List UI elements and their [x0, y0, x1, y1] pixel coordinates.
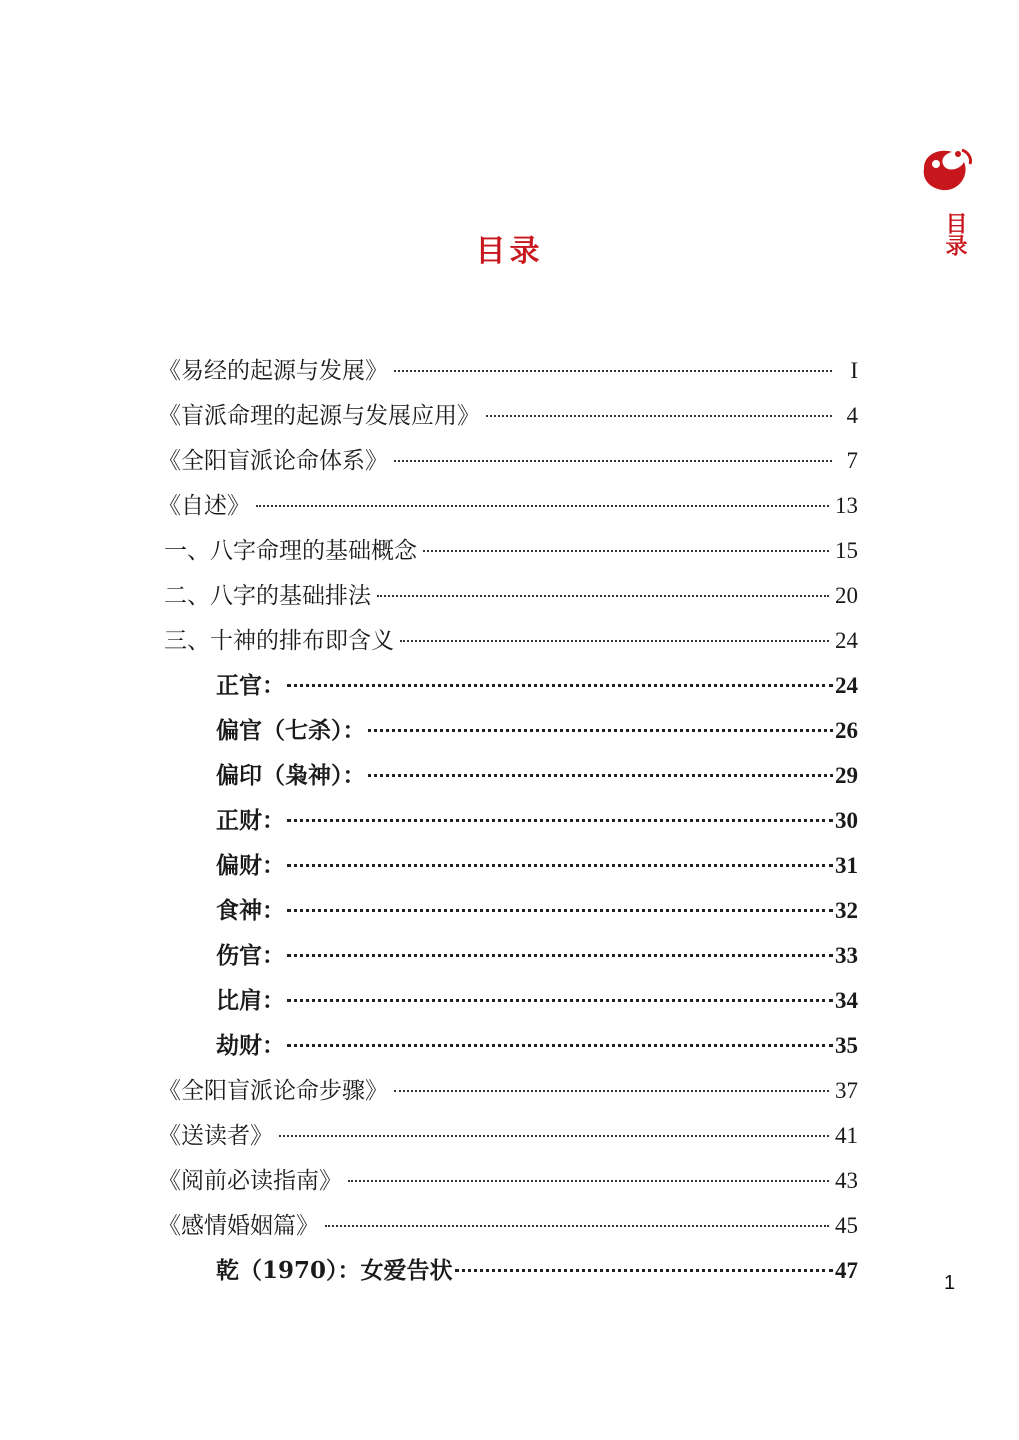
toc-entry-page: 32: [835, 898, 858, 923]
toc-entry-title: 正官：: [216, 672, 285, 699]
toc-entry[interactable]: [158, 937, 858, 982]
toc-entry-page: 47: [835, 1258, 858, 1283]
toc-dot-leader: [287, 684, 833, 687]
toc-entry-title: 《易经的起源与发展》: [158, 358, 388, 384]
toc-entry-title: 《送读者》: [158, 1123, 273, 1149]
toc-entry[interactable]: [158, 712, 858, 757]
toc-entry-page: 26: [835, 718, 858, 743]
page-number: 1: [944, 1272, 956, 1294]
toc-dot-leader: [486, 415, 832, 417]
toc-entry-title: 比肩：: [216, 987, 285, 1014]
toc-entry[interactable]: [158, 802, 858, 847]
toc-entry[interactable]: [158, 1027, 858, 1072]
toc-entry-page: 20: [835, 583, 858, 608]
toc-entry[interactable]: [158, 982, 858, 1027]
toc-entry[interactable]: [158, 1117, 858, 1162]
toc-entry[interactable]: [158, 487, 858, 532]
toc-entry-title: 《感情婚姻篇》: [158, 1213, 319, 1239]
toc-entry-page: 43: [835, 1168, 858, 1193]
toc-entry[interactable]: [158, 1072, 858, 1117]
toc-entry-title: 乾（1970）：女爱告状: [216, 1257, 453, 1284]
toc-entry-title: 偏印（枭神）：: [216, 762, 366, 789]
side-section-label: 目录: [942, 212, 967, 256]
toc-entry-title: 食神：: [216, 897, 285, 924]
toc-entry-title: 《自述》: [158, 493, 250, 519]
toc-entry-page: 15: [835, 538, 858, 563]
toc-dot-leader: [455, 1269, 833, 1272]
toc-entry-title: 二、八字的基础排法: [164, 583, 371, 609]
toc-entry[interactable]: [158, 442, 858, 487]
toc-entry-page: I: [850, 358, 858, 383]
toc-entry-page: 33: [835, 943, 858, 968]
toc-entry-page: 34: [835, 988, 858, 1013]
toc-dot-leader: [287, 909, 833, 912]
toc-entry[interactable]: [158, 847, 858, 892]
toc-dot-leader: [287, 819, 833, 822]
toc-dot-leader: [394, 370, 832, 372]
toc-entry[interactable]: [158, 577, 858, 622]
toc-entry[interactable]: [158, 1207, 858, 1252]
toc-entry-page: 45: [835, 1213, 858, 1238]
toc-entry-page: 7: [846, 448, 858, 473]
toc-entry-page: 4: [846, 403, 858, 428]
toc-dot-leader: [400, 640, 829, 642]
toc-dot-leader: [325, 1225, 829, 1227]
yin-yang-emblem-icon: [918, 146, 978, 194]
toc-entry[interactable]: [158, 397, 858, 442]
toc-entry-title: 《盲派命理的起源与发展应用》: [158, 403, 480, 429]
toc-entry[interactable]: [158, 352, 858, 397]
table-of-contents: [158, 352, 858, 1297]
toc-entry-page: 37: [835, 1078, 858, 1103]
toc-dot-leader: [279, 1135, 829, 1137]
toc-entry-title: 《全阳盲派论命步骤》: [158, 1078, 388, 1104]
toc-entry[interactable]: [158, 757, 858, 802]
toc-entry-page: 35: [835, 1033, 858, 1058]
toc-entry-title: 《全阳盲派论命体系》: [158, 448, 388, 474]
toc-dot-leader: [256, 505, 829, 507]
toc-dot-leader: [368, 774, 834, 777]
toc-entry-title: 劫财：: [216, 1032, 285, 1059]
toc-entry[interactable]: [158, 892, 858, 937]
toc-entry-title: 三、十神的排布即含义: [164, 628, 394, 654]
toc-entry-page: 29: [835, 763, 858, 788]
toc-entry-title: 正财：: [216, 807, 285, 834]
toc-dot-leader: [287, 999, 833, 1002]
toc-dot-leader: [287, 1044, 833, 1047]
toc-entry-title: 偏官（七杀）：: [216, 717, 366, 744]
toc-entry-title: 一、八字命理的基础概念: [164, 538, 417, 564]
toc-entry[interactable]: [158, 532, 858, 577]
toc-entry-page: 30: [835, 808, 858, 833]
toc-entry[interactable]: [158, 667, 858, 712]
toc-entry[interactable]: [158, 1162, 858, 1207]
toc-dot-leader: [394, 1090, 829, 1092]
toc-entry-page: 24: [835, 673, 858, 698]
toc-entry-title: 偏财：: [216, 852, 285, 879]
toc-entry[interactable]: [158, 1252, 858, 1297]
toc-dot-leader: [377, 595, 829, 597]
toc-entry-page: 41: [835, 1123, 858, 1148]
toc-dot-leader: [368, 729, 834, 732]
toc-entry-page: 31: [835, 853, 858, 878]
toc-entry[interactable]: [158, 622, 858, 667]
toc-dot-leader: [287, 954, 833, 957]
toc-dot-leader: [394, 460, 832, 462]
toc-dot-leader: [348, 1180, 829, 1182]
toc-entry-page: 24: [835, 628, 858, 653]
toc-dot-leader: [287, 864, 833, 867]
toc-dot-leader: [423, 550, 829, 552]
toc-entry-title: 伤官：: [216, 942, 285, 969]
toc-entry-title: 《阅前必读指南》: [158, 1168, 342, 1194]
page-title: 目录: [475, 234, 544, 269]
toc-entry-page: 13: [835, 493, 858, 518]
